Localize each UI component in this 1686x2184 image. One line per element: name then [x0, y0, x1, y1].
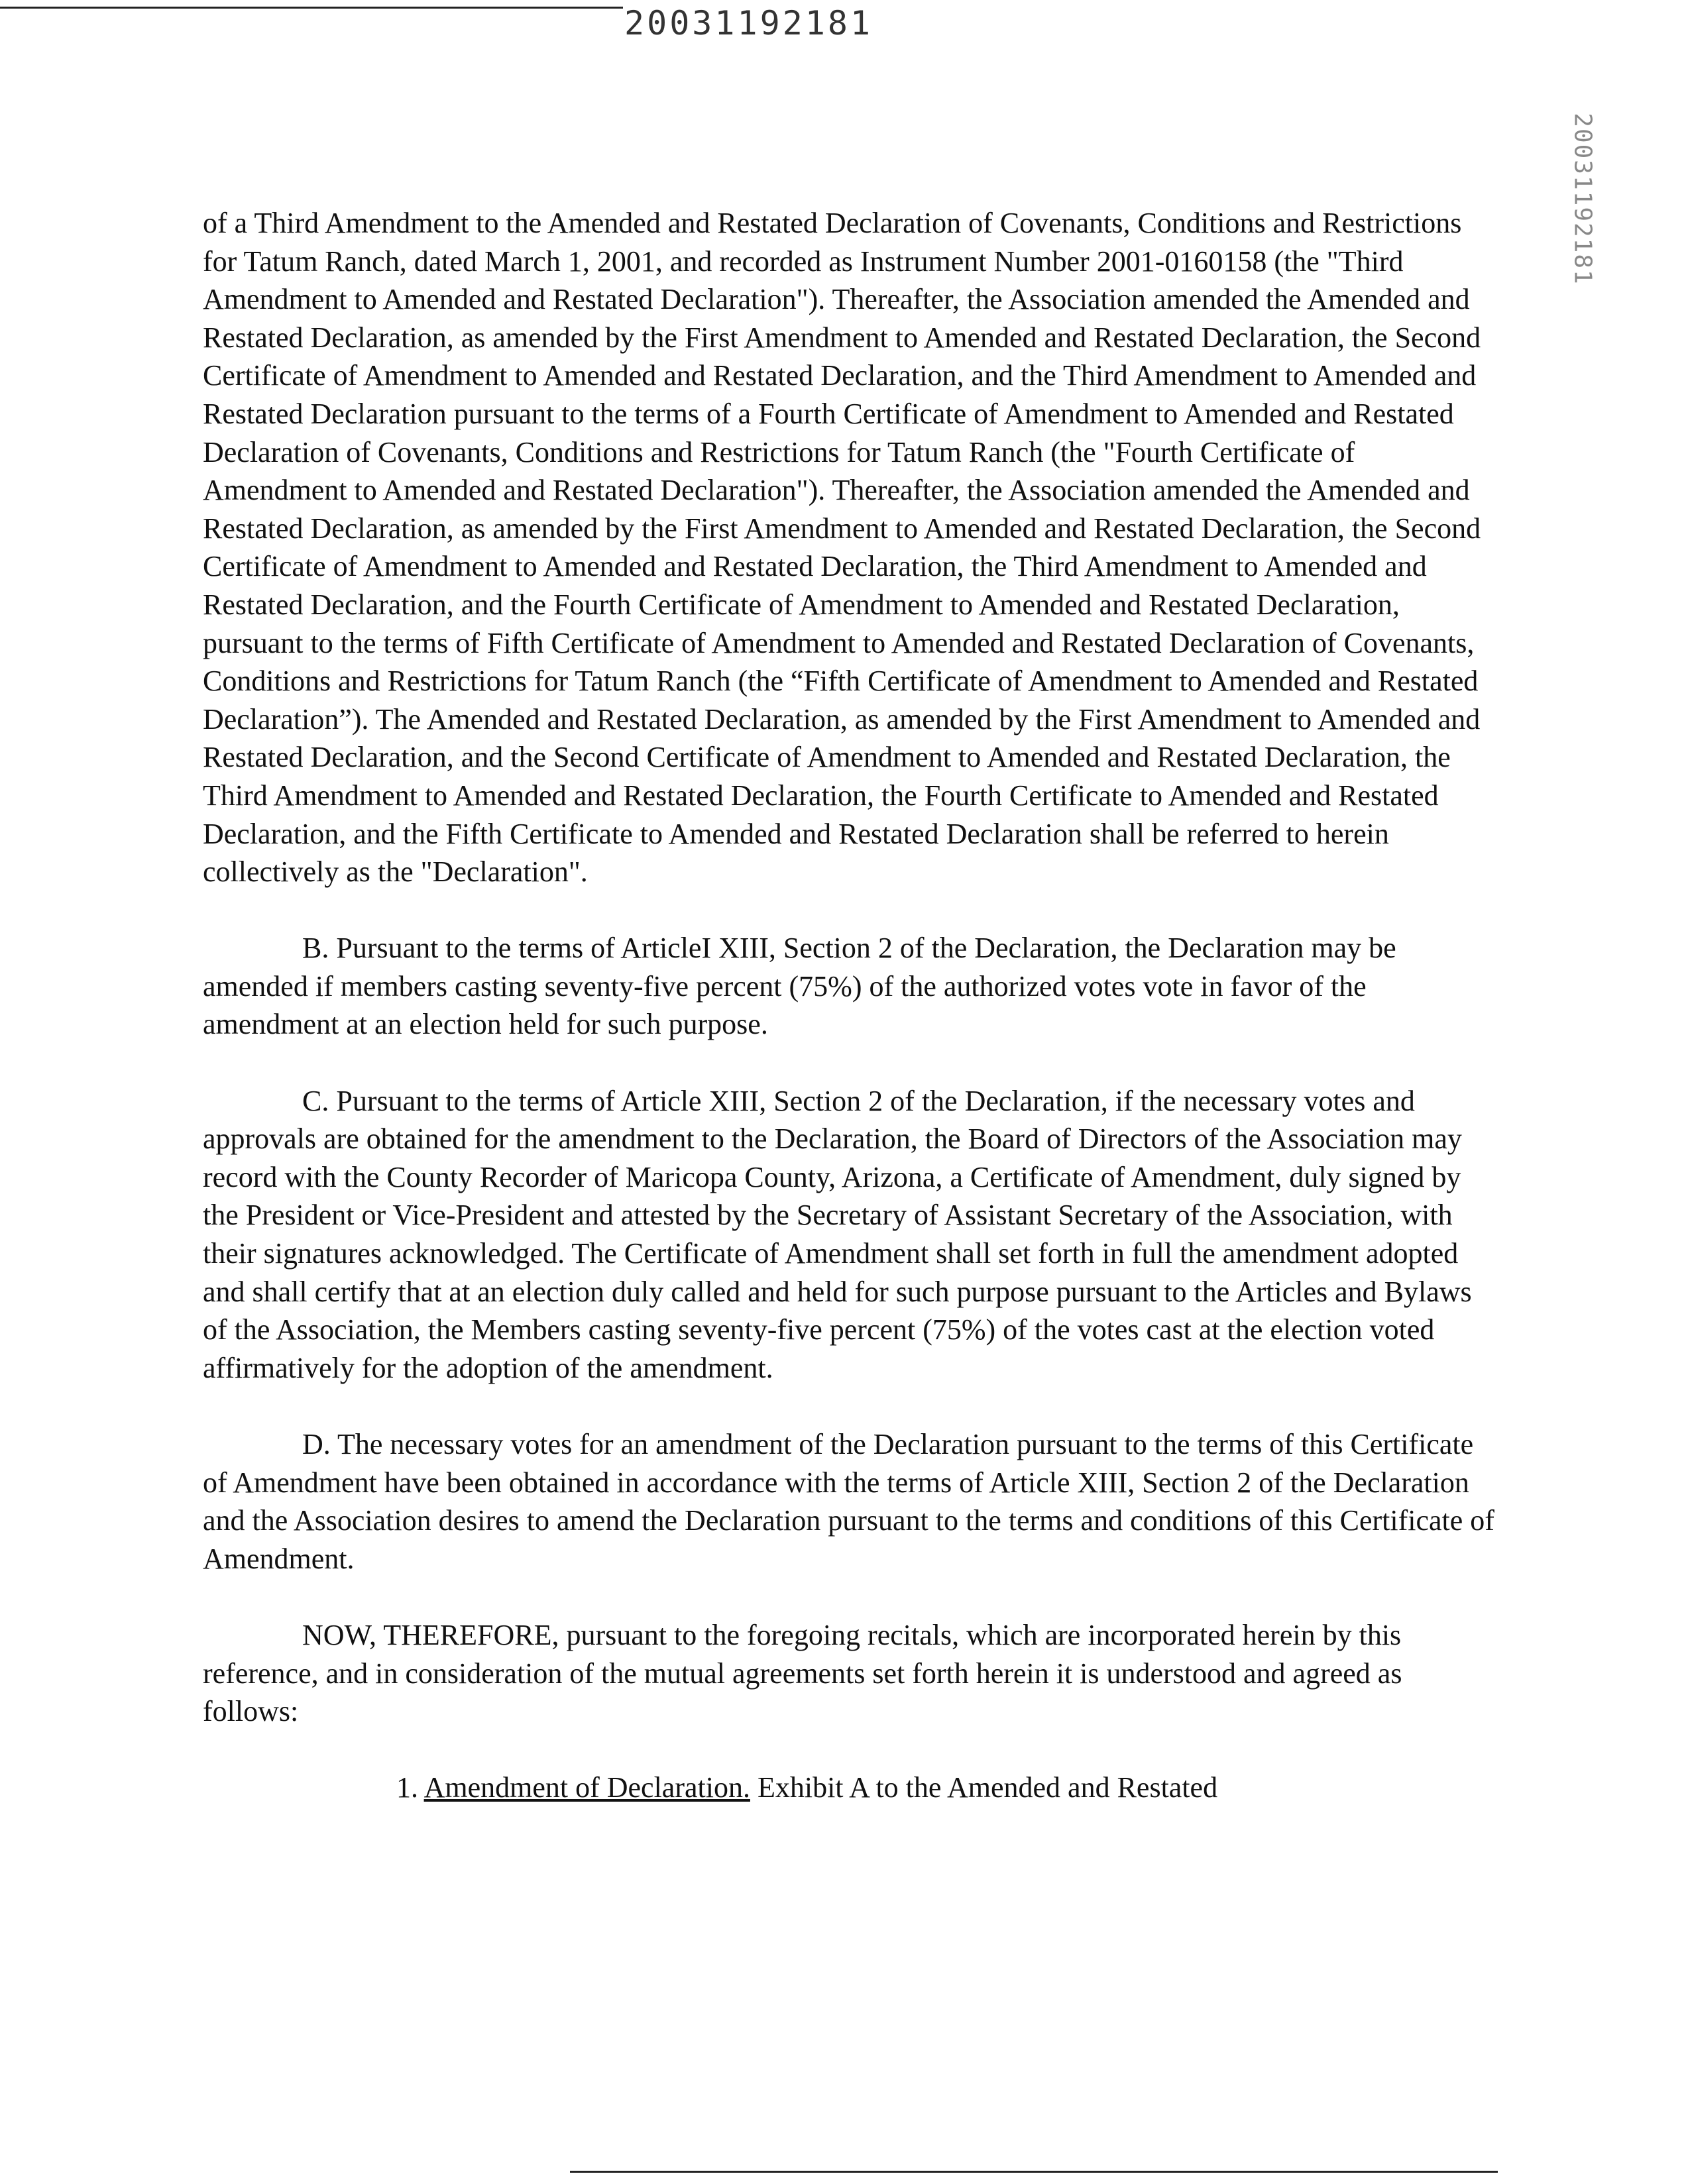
- numbered-item-1: [203, 1769, 1502, 1807]
- recital-d: D. The necessary votes for an amendment of the Declaration pursuant to the terms of this Certificate of Amendment have been obtained in accordance with the terms of Article XIII, Section 2 of the Declaration and the Association desires to amend the Declaration pursuant to the terms and conditions of this Certificate of Amendment.: [203, 1428, 1494, 1575]
- item-number: 1.: [396, 1771, 418, 1804]
- recital-c: C. Pursuant to the terms of Article XIII, Section 2 of the Declaration, if the necessary votes and approvals are obtained for the amendment to the Declaration, the Board of Directors of the Association may record with the County Recorder of Maricopa County, Arizona, a Certificate of Amendment, duly signed by the President or Vice-President and attested by the Secretary of Assistant Secretary of the Association, with their signatures acknowledged. The Certificate of Amendment shall set forth in full the amendment adopted and shall certify that at an election duly called and held for such purpose pursuant to the Articles and Bylaws of the Association, the Members casting seventy-five percent (75%) of the votes cast at the election voted affirmatively for the adoption of the amendment.: [203, 1084, 1472, 1384]
- continuation-paragraph: of a Third Amendment to the Amended and Restated Declaration of Covenants, Conditions and Restrictions for Tatum Ranch, dated March 1, 2001, and recorded as Instrument Number 2001-0160158 (the "Third Amendment to Amended and Restated Declaration"). Thereafter, the Association amended the Amended and Restated Declaration, as amended by the First Amendment to Amended and Restated Declaration, the Second Certificate of Amendment to Amended and Restated Declaration, and the Third Amendment to Amended and Restated Declaration pursuant to the terms of a Fourth Certificate of Amendment to Amended and Restated Declaration of Covenants, Conditions and Restrictions for Tatum Ranch (the "Fourth Certificate of Amendment to Amended and Restated Declaration"). Thereafter, the Association amended the Amended and Restated Declaration, as amended by the First Amendment to Amended and Restated Declaration, the Second Certificate of Amendment to Amended and Restated Declaration, the Third Amendment to Amended and Restated Declaration, and the Fourth Certificate of Amendment to Amended and Restated Declaration, pursuant to the terms of Fifth Certificate of Amendment to Amended and Restated Declaration of Covenants, Conditions and Restrictions for Tatum Ranch (the “Fifth Certificate of Amendment to Amended and Restated Declaration”). The Amended and Restated Declaration, as amended by the First Amendment to Amended and Restated Declaration, and the Second Certificate of Amendment to Amended and Restated Declaration, the Third Amendment to Amended and Restated Declaration, the Fourth Certificate to Amended and Restated Declaration, and the Fifth Certificate to Amended and Restated Declaration shall be referred to herein collectively as the "Declaration".: [203, 207, 1481, 889]
- item-heading: Amendment of Declaration.: [423, 1771, 750, 1804]
- item-text: Exhibit A to the Amended and Restated: [757, 1771, 1218, 1804]
- document-body: [203, 204, 1502, 1807]
- side-stamp: [1569, 99, 1596, 298]
- side-stamp-text: 20031192181: [1569, 112, 1597, 286]
- recital-b: B. Pursuant to the terms of ArticleI XIII, Section 2 of the Declaration, the Declaration may be amended if members casting seventy-five percent (75%) of the authorized votes vote in favor of the amendment at an election held for such purpose.: [203, 932, 1396, 1041]
- now-therefore-paragraph: NOW, THEREFORE, pursuant to the foregoing recitals, which are incorporated herein by this reference, and in consideration of the mutual agreements set forth herein it is understood and agreed as follows:: [203, 1618, 1402, 1728]
- top-rule: [0, 7, 623, 9]
- instrument-number: 20031192181: [624, 4, 873, 42]
- bottom-rule: [570, 2171, 1498, 2173]
